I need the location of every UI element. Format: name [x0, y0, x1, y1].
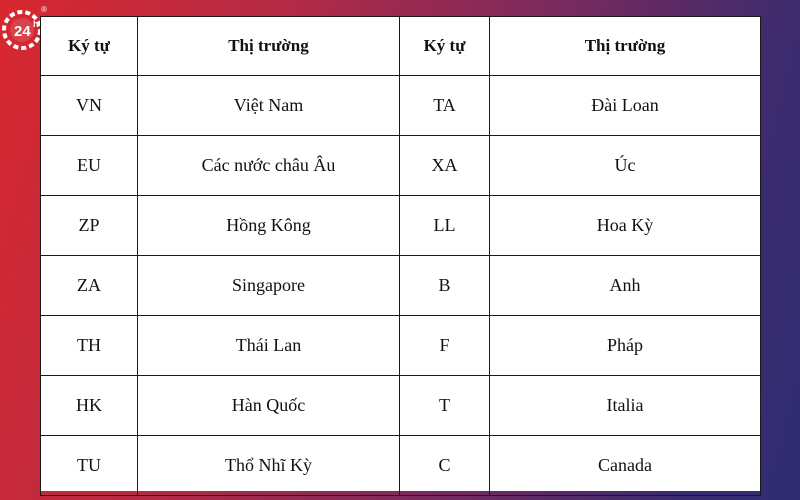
- cell-code: C: [400, 436, 490, 496]
- header-code-2: Ký tự: [400, 17, 490, 76]
- header-code-1: Ký tự: [41, 17, 138, 76]
- cell-market: Anh: [490, 256, 761, 316]
- code-table: [40, 16, 761, 496]
- table-row: [41, 76, 761, 136]
- cell-code: B: [400, 256, 490, 316]
- cell-market: Đài Loan: [490, 76, 761, 136]
- market-code-table: [40, 16, 760, 491]
- svg-text:24: 24: [14, 23, 31, 40]
- cell-code: TA: [400, 76, 490, 136]
- header-market-1: Thị trường: [138, 17, 400, 76]
- cell-code: ZP: [41, 196, 138, 256]
- cell-market: Úc: [490, 136, 761, 196]
- cell-code: XA: [400, 136, 490, 196]
- cell-market: Các nước châu Âu: [138, 136, 400, 196]
- cell-code: VN: [41, 76, 138, 136]
- cell-market: Hàn Quốc: [138, 376, 400, 436]
- svg-text:h: h: [33, 19, 39, 29]
- cell-market: Thái Lan: [138, 316, 400, 376]
- cell-code: T: [400, 376, 490, 436]
- cell-market: Việt Nam: [138, 76, 400, 136]
- cell-code: ZA: [41, 256, 138, 316]
- cell-market: Hoa Kỳ: [490, 196, 761, 256]
- table-row: [41, 436, 761, 496]
- cell-code: HK: [41, 376, 138, 436]
- cell-code: TU: [41, 436, 138, 496]
- cell-code: F: [400, 316, 490, 376]
- cell-market: Hồng Kông: [138, 196, 400, 256]
- cell-market: Canada: [490, 436, 761, 496]
- cell-market: Italia: [490, 376, 761, 436]
- cell-code: TH: [41, 316, 138, 376]
- cell-market: Pháp: [490, 316, 761, 376]
- table-row: [41, 136, 761, 196]
- cell-market: Singapore: [138, 256, 400, 316]
- table-header-row: [41, 17, 761, 76]
- table-row: [41, 316, 761, 376]
- cell-market: Thổ Nhĩ Kỳ: [138, 436, 400, 496]
- table-row: [41, 256, 761, 316]
- cell-code: EU: [41, 136, 138, 196]
- header-market-2: Thị trường: [490, 17, 761, 76]
- cell-code: LL: [400, 196, 490, 256]
- table-row: [41, 376, 761, 436]
- svg-text:®: ®: [41, 5, 47, 14]
- table-row: [41, 196, 761, 256]
